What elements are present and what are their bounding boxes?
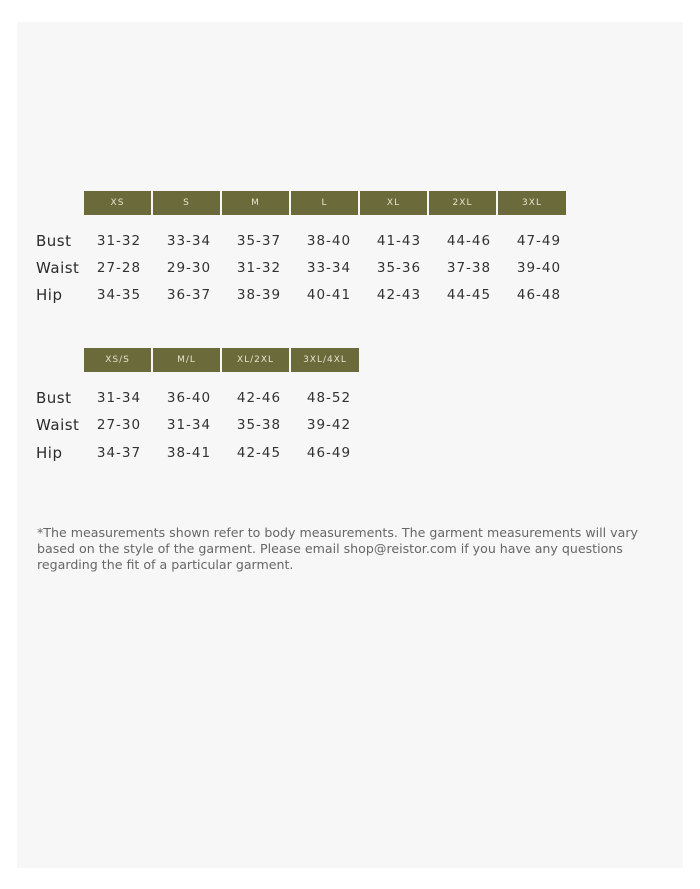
size-header-xs-s: XS/S [84, 348, 151, 372]
table-cell: 31-34 [96, 390, 142, 406]
table-cell: 38-41 [166, 445, 212, 461]
size-header-xs: XS [84, 191, 151, 215]
table-cell: 44-46 [446, 233, 492, 249]
table-cell: 31-32 [236, 260, 282, 276]
table-cell: 41-43 [376, 233, 422, 249]
table-cell: 34-35 [96, 287, 142, 303]
row-label-hip: Hip [36, 444, 63, 462]
size-header-row-2 [84, 348, 359, 372]
size-header-l: L [291, 191, 358, 215]
table-row-bust [36, 230, 574, 252]
table-cell: 35-38 [236, 417, 282, 433]
measurement-note: *The measurements shown refer to body measurements. The garment measurements will vary based on the style of the garment. Please email shop@reistor.com if you have any questions regarding the fit of a particular garment. [37, 525, 638, 572]
table-cell: 42-45 [236, 445, 282, 461]
row-label-waist: Waist [36, 416, 80, 434]
size-header-m-l: M/L [153, 348, 220, 372]
table-row-bust [36, 387, 364, 409]
table-cell: 35-37 [236, 233, 282, 249]
row-label-hip: Hip [36, 286, 63, 304]
table-cell: 39-42 [306, 417, 352, 433]
table-cell: 29-30 [166, 260, 212, 276]
table-cell: 36-40 [166, 390, 212, 406]
table-cell: 46-49 [306, 445, 352, 461]
table-cell: 42-46 [236, 390, 282, 406]
table-cell: 44-45 [446, 287, 492, 303]
size-header-s: S [153, 191, 220, 215]
table-cell: 35-36 [376, 260, 422, 276]
size-header-xl-2xl: XL/2XL [222, 348, 289, 372]
row-label-waist: Waist [36, 259, 80, 277]
table-cell: 46-48 [516, 287, 562, 303]
table-cell: 42-43 [376, 287, 422, 303]
size-header-m: M [222, 191, 289, 215]
table-cell: 48-52 [306, 390, 352, 406]
table-row-hip [36, 442, 364, 464]
table-cell: 33-34 [166, 233, 212, 249]
table-row-waist [36, 414, 364, 436]
table-row-waist [36, 257, 574, 279]
table-cell: 37-38 [446, 260, 492, 276]
size-header-xl: XL [360, 191, 427, 215]
size-header-3xl-4xl: 3XL/4XL [291, 348, 359, 372]
table-cell: 47-49 [516, 233, 562, 249]
table-cell: 27-28 [96, 260, 142, 276]
table-cell: 31-32 [96, 233, 142, 249]
size-header-row-1 [84, 191, 566, 215]
table-row-hip [36, 284, 574, 306]
table-cell: 31-34 [166, 417, 212, 433]
table-cell: 39-40 [516, 260, 562, 276]
size-header-3xl: 3XL [498, 191, 566, 215]
table-cell: 34-37 [96, 445, 142, 461]
row-label-bust: Bust [36, 232, 72, 250]
table-cell: 27-30 [96, 417, 142, 433]
table-cell: 36-37 [166, 287, 212, 303]
size-header-2xl: 2XL [429, 191, 496, 215]
table-cell: 40-41 [306, 287, 352, 303]
table-cell: 38-40 [306, 233, 352, 249]
row-label-bust: Bust [36, 389, 72, 407]
table-cell: 38-39 [236, 287, 282, 303]
table-cell: 33-34 [306, 260, 352, 276]
